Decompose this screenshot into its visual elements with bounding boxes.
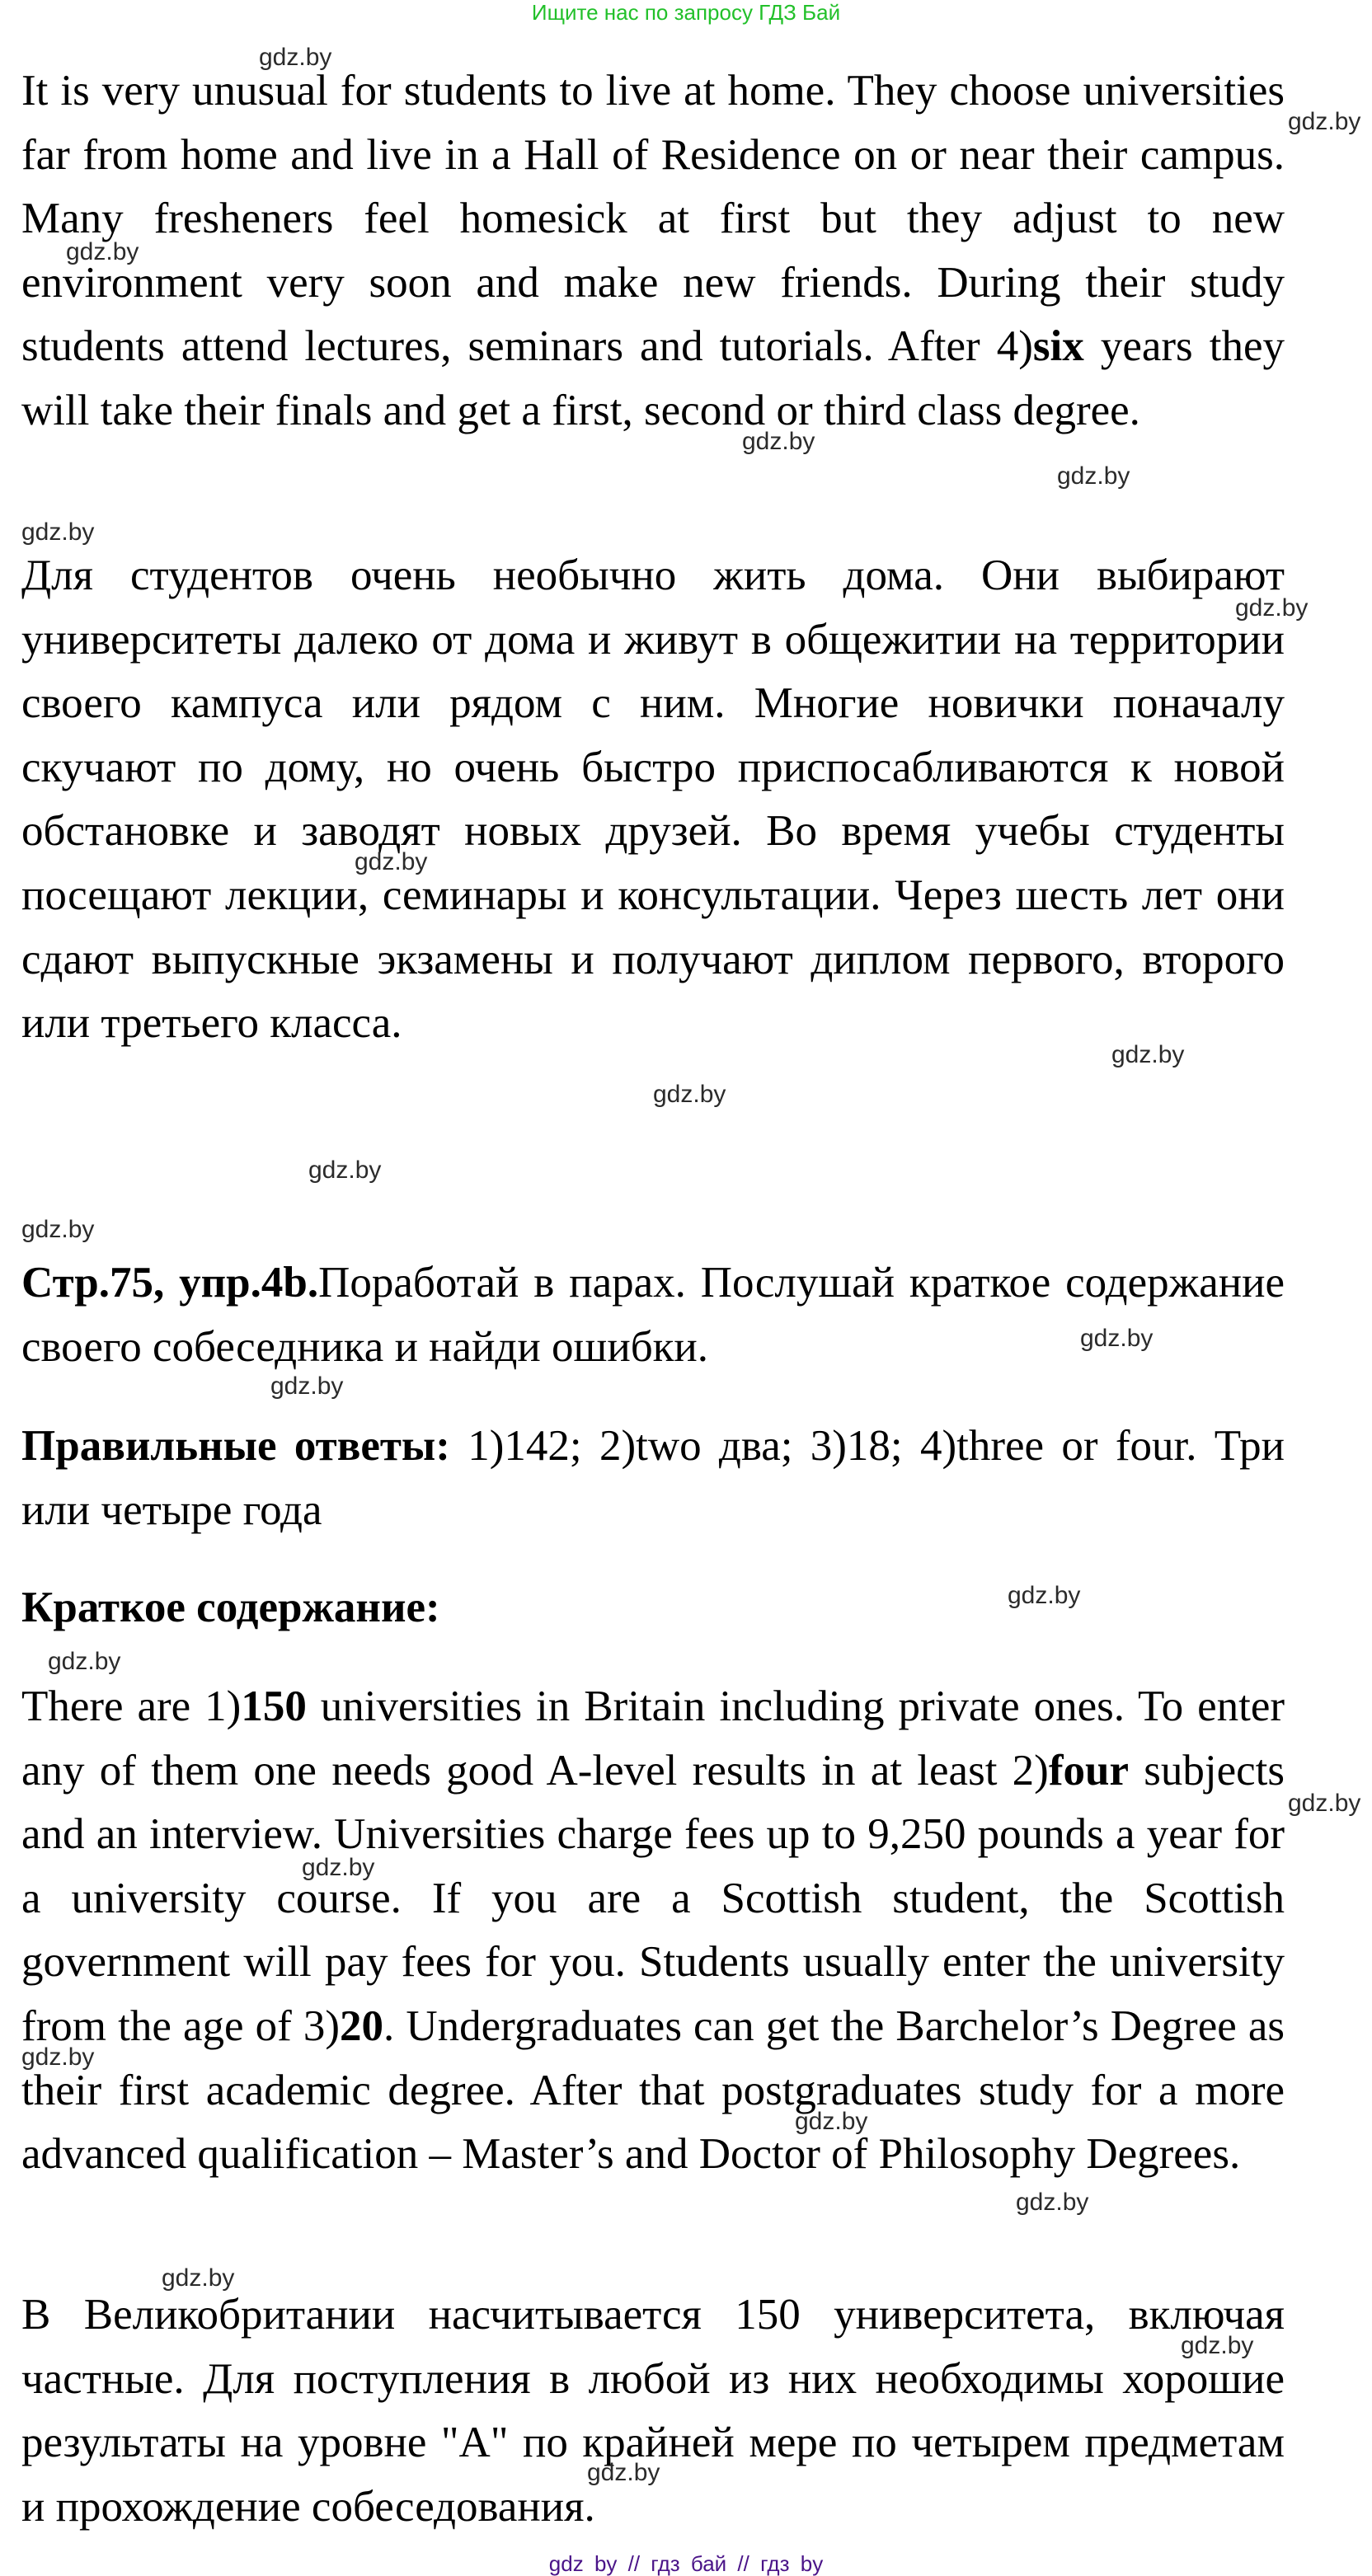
watermark: gdz.by: [795, 2108, 868, 2135]
answers-text: 1)142; 2)two два; 3)18; 4)three or four. Три или четыре года: [21, 1422, 1285, 1534]
english-paragraph: [21, 59, 1285, 443]
summary-label: [21, 1576, 1285, 1640]
watermark: gdz.by: [653, 1081, 726, 1108]
text-segment: There are 1): [21, 1682, 242, 1730]
watermark: gdz.by: [66, 238, 139, 265]
watermark: gdz.by: [270, 1372, 344, 1400]
watermark: gdz.by: [48, 1648, 121, 1675]
text-segment: . Undergraduates can get the Barchelor’s Degree as their first academic degree. After that postgraduates study for a more advanced qualification – Master’s and Doctor of Philosophy Degrees.: [21, 2001, 1285, 2179]
answer-highlight: four: [1048, 1746, 1129, 1795]
answer-highlight: six: [1032, 322, 1084, 371]
footer-links: gdz by // гдз бай // гдз by: [548, 2551, 824, 2576]
watermark: gdz.by: [1181, 2332, 1254, 2359]
exercise-instruction: Поработай в парах. Послушай краткое содержание своего собеседника и найди ошибки.: [21, 1259, 1285, 1371]
text-segment: subjects and an interview. Universities charge fees up to 9,250 pounds a year for a university course. If you are a Scottish student, the Scottish government will pay fees for you. Students usually enter the university from the age of 3): [21, 1746, 1285, 2050]
search-banner: Ищите нас по запросу ГДЗ Бай: [531, 0, 841, 25]
watermark: gdz.by: [259, 44, 332, 71]
watermark: gdz.by: [1057, 462, 1130, 490]
exercise-heading: [21, 1251, 1285, 1379]
watermark: gdz.by: [1235, 594, 1309, 622]
watermark: gdz.by: [302, 1854, 375, 1881]
text-segment: It is very unusual for students to live at home. They choose universities far from home and live in a Hall of Residence on or near their campus. Many fresheners feel homesick at first but they adjust to new environment very soon and make new friends. During their study students attend lectures, seminars and tutorials. After 4): [21, 67, 1285, 371]
answer-highlight: 150: [241, 1682, 307, 1730]
watermark: gdz.by: [355, 848, 428, 875]
answer-highlight: 20: [340, 2001, 384, 2050]
watermark: gdz.by: [1016, 2189, 1089, 2216]
watermark: gdz.by: [21, 2043, 95, 2071]
russian-paragraph: Для студентов очень необычно жить дома. Они выбирают университеты далеко от дома и живут в общежитии на территории своего кампуса или рядом с ним. Многие новички поначалу скучают по дому, но очень быстро приспосабливаются к новой обстановке и заводят новых друзей. Во время учебы студенты посещают лекции, семинары и консультации. Через шесть лет они сдают выпускные экзамены и получают диплом первого, второго или третьего класса.: [21, 551, 1285, 1048]
summary-english-paragraph: [21, 1675, 1285, 2187]
watermark: gdz.by: [1008, 1582, 1081, 1609]
watermark: gdz.by: [308, 1157, 382, 1184]
text-segment: universities in Britain including private ones. To enter any of them one needs good A-level results in at least 2): [21, 1682, 1285, 1795]
watermark: gdz.by: [1080, 1325, 1154, 1352]
watermark: gdz.by: [1288, 1790, 1361, 1817]
watermark: gdz.by: [1111, 1041, 1185, 1068]
text-segment: years they will take their finals and get a first, second or third class degree.: [21, 322, 1285, 434]
exercise-number: Стр.75, упр.4b.: [21, 1259, 319, 1307]
watermark: gdz.by: [587, 2459, 660, 2486]
summary-label-text: Краткое содержание:: [21, 1584, 440, 1631]
correct-answers: [21, 1415, 1285, 1542]
watermark: gdz.by: [742, 428, 815, 455]
summary-russian-paragraph: В Великобритании насчитывается 150 университета, включая частные. Для поступления в любой из них необходимы хорошие результаты на уровне "А" по крайней мере по четырем предметам и прохождение собеседования.: [21, 2291, 1285, 2531]
watermark: gdz.by: [162, 2264, 235, 2292]
answers-label: Правильные ответы:: [21, 1422, 450, 1470]
watermark: gdz.by: [21, 1216, 95, 1243]
watermark: gdz.by: [1288, 108, 1361, 135]
watermark: gdz.by: [21, 518, 95, 546]
